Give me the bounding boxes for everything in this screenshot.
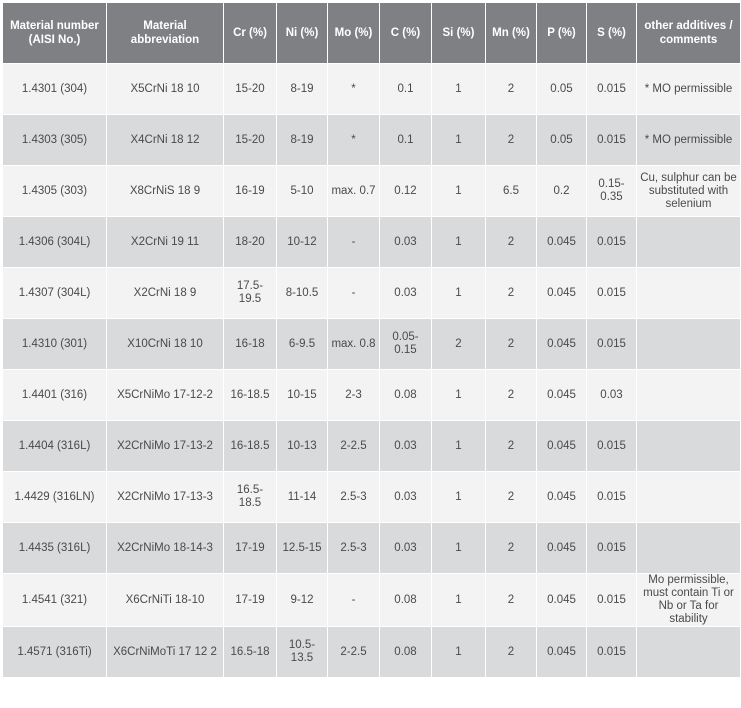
cell-p: 0.045 <box>537 217 587 268</box>
cell-cr: 16.5-18.5 <box>224 472 277 523</box>
cell-s: 0.015 <box>587 472 637 523</box>
cell-mn: 2 <box>486 217 537 268</box>
cell-s: 0.015 <box>587 574 637 627</box>
cell-material-number: 1.4307 (304L) <box>3 268 107 319</box>
table-body <box>3 64 741 678</box>
cell-comments <box>637 523 741 574</box>
cell-material-abbreviation: X2CrNiMo 18-14-3 <box>107 523 224 574</box>
cell-material-abbreviation: X5CrNi 18 10 <box>107 64 224 115</box>
cell-mo: 2-2.5 <box>328 627 380 678</box>
cell-si: 1 <box>432 574 486 627</box>
cell-comments <box>637 627 741 678</box>
cell-material-number: 1.4301 (304) <box>3 64 107 115</box>
cell-c: 0.1 <box>380 64 432 115</box>
cell-si: 2 <box>432 319 486 370</box>
cell-s: 0.015 <box>587 627 637 678</box>
cell-si: 1 <box>432 64 486 115</box>
cell-material-abbreviation: X4CrNi 18 12 <box>107 115 224 166</box>
cell-mo: 2-2.5 <box>328 421 380 472</box>
cell-c: 0.05-0.15 <box>380 319 432 370</box>
cell-c: 0.03 <box>380 523 432 574</box>
cell-ni: 8-19 <box>277 115 328 166</box>
header-cr: Cr (%) <box>224 3 277 64</box>
cell-p: 0.045 <box>537 523 587 574</box>
cell-material-number: 1.4306 (304L) <box>3 217 107 268</box>
cell-c: 0.08 <box>380 370 432 421</box>
cell-cr: 15-20 <box>224 115 277 166</box>
cell-mo: max. 0.7 <box>328 166 380 217</box>
cell-material-number: 1.4303 (305) <box>3 115 107 166</box>
table-header <box>3 3 741 64</box>
header-mo: Mo (%) <box>328 3 380 64</box>
cell-mo: - <box>328 268 380 319</box>
cell-mn: 2 <box>486 319 537 370</box>
cell-ni: 10-13 <box>277 421 328 472</box>
cell-cr: 18-20 <box>224 217 277 268</box>
cell-p: 0.045 <box>537 574 587 627</box>
table-row <box>3 115 741 166</box>
cell-ni: 11-14 <box>277 472 328 523</box>
cell-material-number: 1.4429 (316LN) <box>3 472 107 523</box>
cell-mn: 2 <box>486 627 537 678</box>
cell-si: 1 <box>432 115 486 166</box>
header-c: C (%) <box>380 3 432 64</box>
cell-c: 0.03 <box>380 472 432 523</box>
cell-c: 0.03 <box>380 268 432 319</box>
cell-ni: 8-19 <box>277 64 328 115</box>
header-ni: Ni (%) <box>277 3 328 64</box>
cell-c: 0.08 <box>380 574 432 627</box>
cell-si: 1 <box>432 472 486 523</box>
cell-mo: 2.5-3 <box>328 472 380 523</box>
cell-p: 0.045 <box>537 472 587 523</box>
cell-p: 0.045 <box>537 421 587 472</box>
cell-ni: 10-12 <box>277 217 328 268</box>
cell-comments: Cu, sulphur can be substituted with selenium <box>637 166 741 217</box>
cell-cr: 16-18.5 <box>224 421 277 472</box>
cell-material-abbreviation: X2CrNiMo 17-13-2 <box>107 421 224 472</box>
cell-mo: - <box>328 217 380 268</box>
cell-material-number: 1.4310 (301) <box>3 319 107 370</box>
header-s: S (%) <box>587 3 637 64</box>
cell-si: 1 <box>432 217 486 268</box>
cell-cr: 17.5-19.5 <box>224 268 277 319</box>
table-row <box>3 574 741 627</box>
cell-s: 0.015 <box>587 64 637 115</box>
table-row <box>3 523 741 574</box>
cell-material-abbreviation: X6CrNiMoTi 17 12 2 <box>107 627 224 678</box>
table-row <box>3 268 741 319</box>
cell-s: 0.03 <box>587 370 637 421</box>
cell-s: 0.015 <box>587 421 637 472</box>
cell-mn: 2 <box>486 472 537 523</box>
cell-material-number: 1.4404 (316L) <box>3 421 107 472</box>
cell-mo: 2-3 <box>328 370 380 421</box>
header-comments: other additives / comments <box>637 3 741 64</box>
cell-mo: - <box>328 574 380 627</box>
cell-mn: 6.5 <box>486 166 537 217</box>
cell-comments: * MO permissible <box>637 64 741 115</box>
cell-si: 1 <box>432 627 486 678</box>
header-material-abbreviation: Material abbreviation <box>107 3 224 64</box>
cell-cr: 16-18.5 <box>224 370 277 421</box>
cell-material-abbreviation: X2CrNiMo 17-13-3 <box>107 472 224 523</box>
cell-p: 0.05 <box>537 64 587 115</box>
cell-si: 1 <box>432 370 486 421</box>
cell-c: 0.03 <box>380 217 432 268</box>
header-material-number: Material number (AISI No.) <box>3 3 107 64</box>
cell-comments <box>637 268 741 319</box>
table-row <box>3 627 741 678</box>
cell-p: 0.045 <box>537 370 587 421</box>
cell-ni: 8-10.5 <box>277 268 328 319</box>
cell-comments <box>637 370 741 421</box>
cell-material-number: 1.4435 (316L) <box>3 523 107 574</box>
cell-material-number: 1.4571 (316Ti) <box>3 627 107 678</box>
table-row <box>3 319 741 370</box>
cell-si: 1 <box>432 166 486 217</box>
cell-ni: 10.5-13.5 <box>277 627 328 678</box>
cell-p: 0.045 <box>537 268 587 319</box>
cell-material-abbreviation: X10CrNi 18 10 <box>107 319 224 370</box>
cell-comments <box>637 217 741 268</box>
cell-mn: 2 <box>486 64 537 115</box>
cell-mn: 2 <box>486 268 537 319</box>
cell-p: 0.2 <box>537 166 587 217</box>
cell-s: 0.015 <box>587 523 637 574</box>
table-row <box>3 472 741 523</box>
cell-mn: 2 <box>486 574 537 627</box>
cell-c: 0.12 <box>380 166 432 217</box>
cell-material-number: 1.4401 (316) <box>3 370 107 421</box>
table-row <box>3 370 741 421</box>
cell-ni: 12.5-15 <box>277 523 328 574</box>
cell-material-abbreviation: X8CrNiS 18 9 <box>107 166 224 217</box>
cell-s: 0.015 <box>587 115 637 166</box>
cell-ni: 5-10 <box>277 166 328 217</box>
cell-c: 0.08 <box>380 627 432 678</box>
cell-mo: * <box>328 64 380 115</box>
header-p: P (%) <box>537 3 587 64</box>
cell-mn: 2 <box>486 370 537 421</box>
cell-p: 0.045 <box>537 319 587 370</box>
header-mn: Mn (%) <box>486 3 537 64</box>
cell-material-abbreviation: X2CrNi 19 11 <box>107 217 224 268</box>
cell-material-abbreviation: X2CrNi 18 9 <box>107 268 224 319</box>
cell-mn: 2 <box>486 115 537 166</box>
cell-comments <box>637 319 741 370</box>
cell-material-abbreviation: X6CrNiTi 18-10 <box>107 574 224 627</box>
stainless-steel-table <box>2 2 741 678</box>
header-row <box>3 3 741 64</box>
cell-s: 0.15-0.35 <box>587 166 637 217</box>
cell-material-abbreviation: X5CrNiMo 17-12-2 <box>107 370 224 421</box>
cell-cr: 17-19 <box>224 574 277 627</box>
cell-si: 1 <box>432 523 486 574</box>
table-row <box>3 217 741 268</box>
cell-c: 0.03 <box>380 421 432 472</box>
cell-mn: 2 <box>486 523 537 574</box>
cell-c: 0.1 <box>380 115 432 166</box>
cell-mn: 2 <box>486 421 537 472</box>
cell-cr: 16-19 <box>224 166 277 217</box>
cell-mo: * <box>328 115 380 166</box>
cell-si: 1 <box>432 268 486 319</box>
cell-comments: Mo permissible, must contain Ti or Nb or Ta for stability <box>637 574 741 627</box>
cell-comments <box>637 472 741 523</box>
cell-comments: * MO permissible <box>637 115 741 166</box>
cell-mo: max. 0.8 <box>328 319 380 370</box>
cell-si: 1 <box>432 421 486 472</box>
cell-mo: 2.5-3 <box>328 523 380 574</box>
cell-p: 0.05 <box>537 115 587 166</box>
cell-s: 0.015 <box>587 268 637 319</box>
cell-cr: 17-19 <box>224 523 277 574</box>
cell-material-number: 1.4305 (303) <box>3 166 107 217</box>
cell-material-number: 1.4541 (321) <box>3 574 107 627</box>
cell-comments <box>637 421 741 472</box>
cell-p: 0.045 <box>537 627 587 678</box>
cell-ni: 10-15 <box>277 370 328 421</box>
cell-s: 0.015 <box>587 319 637 370</box>
table-row <box>3 64 741 115</box>
table-row <box>3 421 741 472</box>
cell-ni: 6-9.5 <box>277 319 328 370</box>
cell-cr: 15-20 <box>224 64 277 115</box>
cell-cr: 16.5-18 <box>224 627 277 678</box>
table-row <box>3 166 741 217</box>
cell-s: 0.015 <box>587 217 637 268</box>
header-si: Si (%) <box>432 3 486 64</box>
cell-ni: 9-12 <box>277 574 328 627</box>
cell-cr: 16-18 <box>224 319 277 370</box>
